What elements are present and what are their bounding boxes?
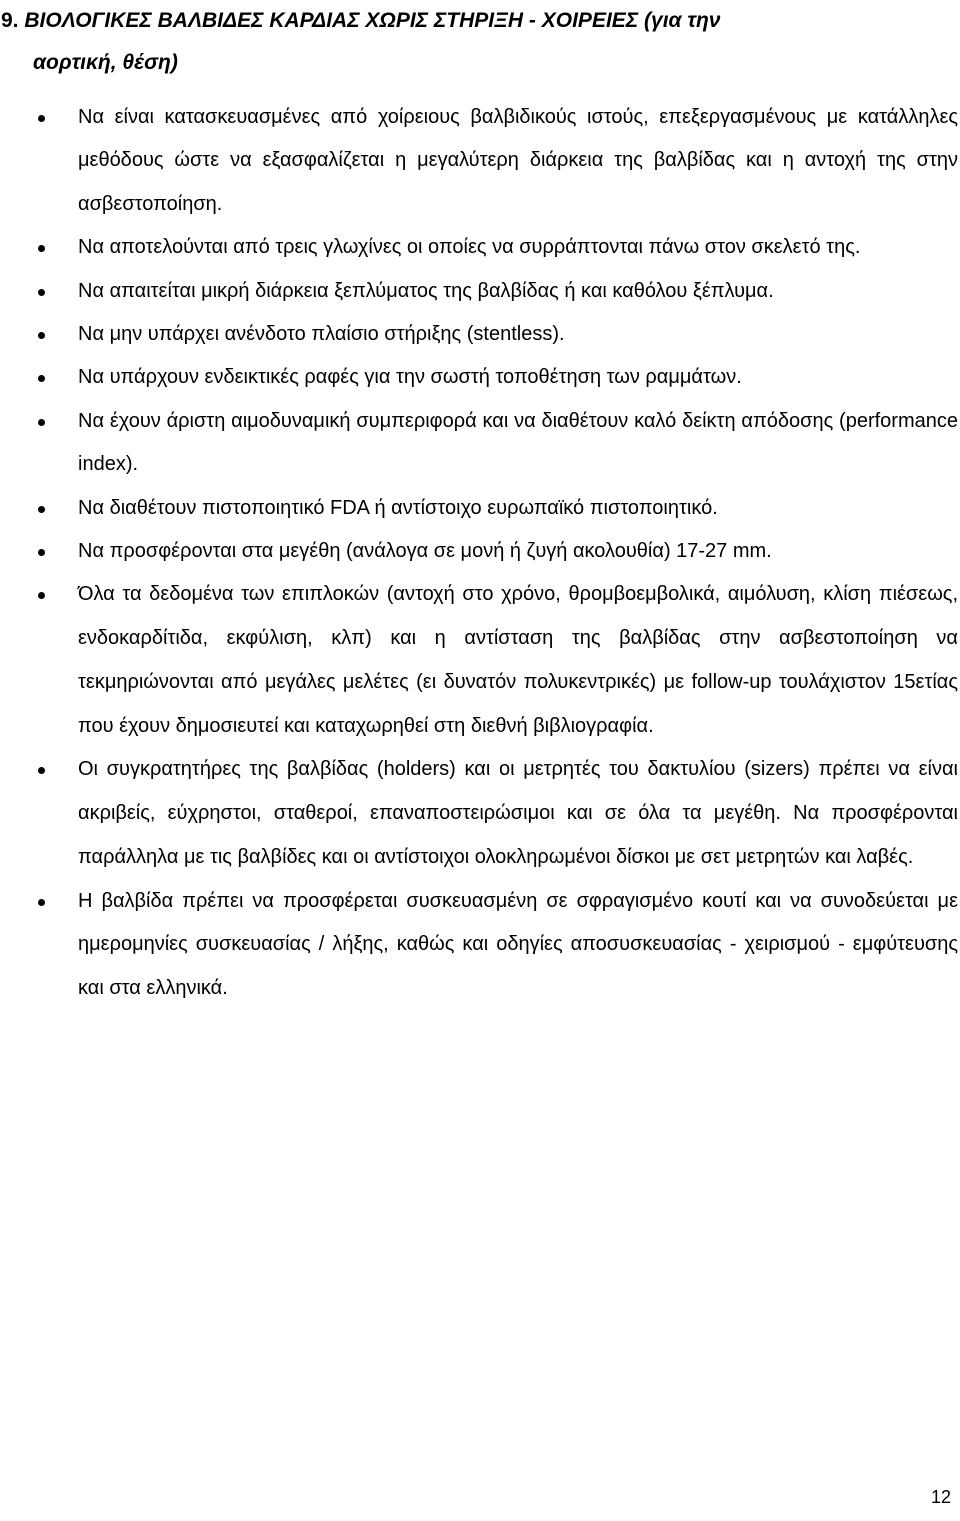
bullet-icon — [38, 899, 45, 906]
list-item-text: Να είναι κατασκευασμένες από χοίρειους βαλβιδικούς ιστούς, επεξεργασμένους με κατάλληλες μεθόδους ώστε να εξασφαλίζεται η μεγαλύτερη διάρκεια της βαλβίδας και η αντοχή της στην ασβεστοποίηση. — [78, 106, 958, 215]
list-item — [0, 748, 960, 879]
list-item-text: Η βαλβίδα πρέπει να προσφέρεται συσκευασμένη σε σφραγισμένο κουτί και να συνοδεύεται με ημερομηνίες συσκευασίας / λήξης, καθώς και οδηγίες αποσυσκευασίας - χειρισμού - εμφύτευσης και στα ελληνικά. — [78, 889, 958, 1000]
bullet-icon — [38, 592, 45, 599]
bullet-icon — [38, 549, 45, 556]
bullet-icon — [38, 115, 45, 122]
list-item-text: Να προσφέρονται στα μεγέθη (ανάλογα σε μονή ή ζυγή ακολουθία) 17-27 mm. — [78, 540, 772, 563]
list-item — [0, 313, 960, 356]
section-title: ΒΙΟΛΟΓΙΚΕΣ ΒΑΛΒΙΔΕΣ ΚΑΡΔΙΑΣ ΧΩΡΙΣ ΣΤΗΡΙΞΗ - ΧΟΙΡΕΙΕΣ (για την — [24, 9, 721, 32]
section-title-continuation: αορτική, θέση) — [33, 51, 178, 74]
section-heading — [0, 0, 960, 84]
bullet-icon — [38, 245, 45, 252]
list-item-text: Να έχουν άριστη αιμοδυναμική συμπεριφορά και να διαθέτουν καλό δείκτη απόδοσης (performance index). — [78, 409, 958, 476]
list-item — [0, 400, 960, 487]
list-item-text: Να απαιτείται μικρή διάρκεια ξεπλύματος της βαλβίδας ή και καθόλου ξέπλυμα. — [78, 279, 774, 302]
list-item — [0, 880, 960, 1011]
list-item — [0, 487, 960, 530]
bullet-icon — [38, 289, 45, 296]
list-item-text: Όλα τα δεδομένα των επιπλοκών (αντοχή στο χρόνο, θρομβοεμβολικά, αιμόλυση, κλίση πιέσεως, ενδοκαρδίτιδα, εκφύλιση, κλπ) και η αντίσταση της βαλβίδας στην ασβεστοποίηση να τεκμηριώνονται από μεγάλες μελέτες (ει δυνατόν πολυκεντρικές) με follow-up τουλάχιστον 15ετίας που έχουν δημοσιευτεί και καταχωρηθεί στη διεθνή βιβλιογραφία. — [78, 583, 958, 737]
bullet-icon — [38, 419, 45, 426]
list-item-text: Να υπάρχουν ενδεικτικές ραφές για την σωστή τοποθέτηση των ραμμάτων. — [78, 366, 742, 389]
list-item — [0, 270, 960, 313]
list-item — [0, 96, 960, 226]
bullet-icon — [38, 506, 45, 513]
bullet-icon — [38, 375, 45, 382]
list-item-text: Να μην υπάρχει ανένδοτο πλαίσιο στήριξης (stentless). — [78, 323, 565, 346]
section-number: 9. — [1, 9, 19, 32]
page-number: 12 — [931, 1487, 952, 1507]
list-item-text: Να διαθέτουν πιστοποιητικό FDA ή αντίστοιχο ευρωπαϊκό πιστοποιητικό. — [78, 496, 718, 519]
bullet-icon — [38, 767, 45, 774]
list-item — [0, 356, 960, 399]
requirements-list — [0, 96, 960, 1011]
list-item — [0, 530, 960, 573]
list-item-text: Οι συγκρατητήρες της βαλβίδας (holders) και οι μετρητές του δακτυλίου (sizers) πρέπει να είναι ακριβείς, εύχρηστοι, σταθεροί, επαναποστειρώσιμοι και σε όλα τα μεγέθη. Να προσφέρονται παράλληλα με τις βαλβίδες και οι αντίστοιχοι ολοκληρωμένοι δίσκοι με σετ μετρητών και λαβές. — [78, 758, 958, 868]
list-item — [0, 573, 960, 748]
bullet-icon — [38, 332, 45, 339]
list-item-text: Να αποτελούνται από τρεις γλωχίνες οι οποίες να συρράπτονται πάνω στον σκελετό της. — [78, 236, 861, 259]
list-item — [0, 226, 960, 269]
section-heading-line-1 — [0, 0, 960, 42]
